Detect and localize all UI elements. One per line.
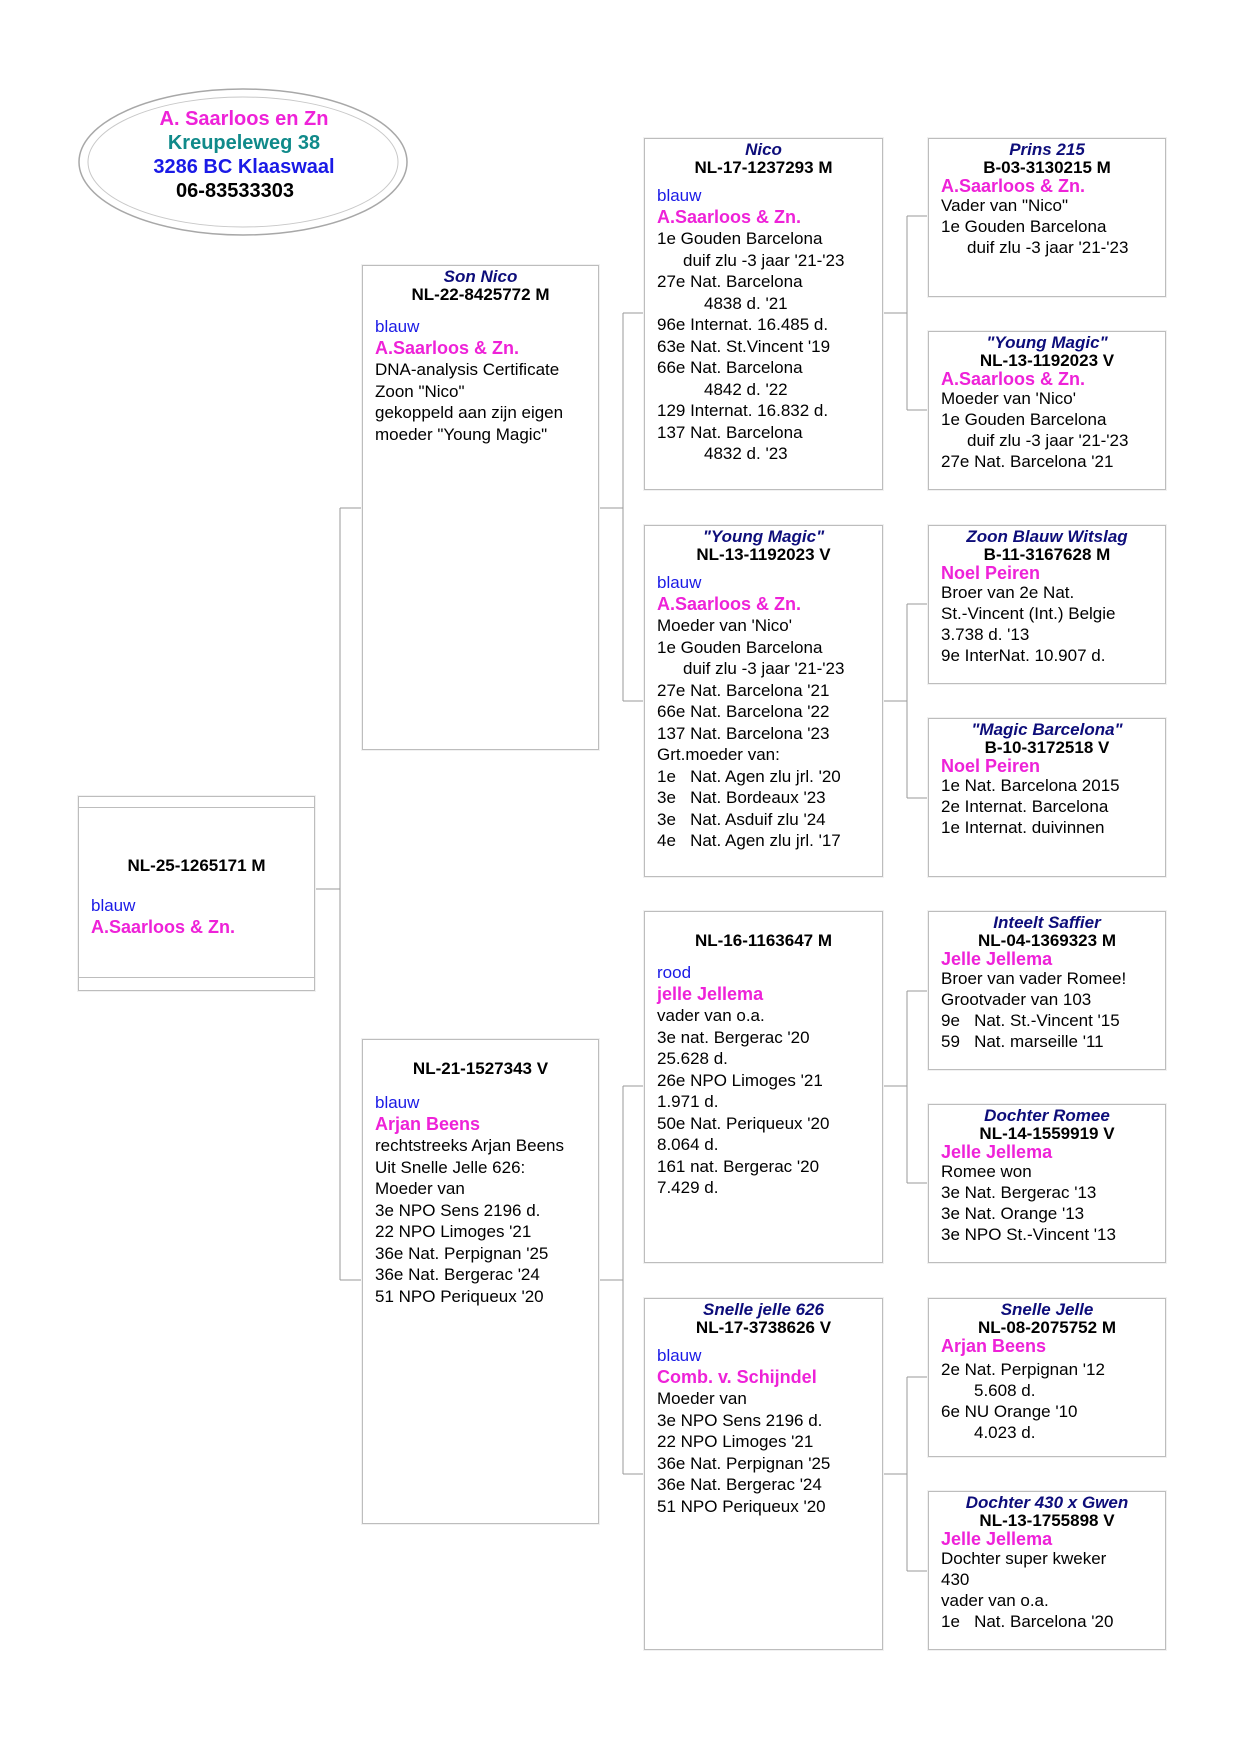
ds-dam-note: 3e NPO St.-Vincent '13 [941,1225,1116,1244]
sire-sire-note: 4838 d. '21 [704,293,788,313]
sire-sire-note: 96e Internat. 16.485 d. [657,315,829,334]
dam-dam-note: 22 NPO Limoges '21 [657,1432,814,1451]
dam-dam-note: 36e Nat. Perpignan '25 [657,1453,831,1473]
sire-dam-ring: NL-13-1192023 V [696,545,831,564]
dam-note: Uit Snelle Jelle 626: [375,1157,526,1177]
ss-sire-card [928,138,1166,297]
sire-dam-note: duif zlu -3 jaar '21-'23 [683,659,845,678]
ss-dam-ring: NL-13-1192023 V [979,351,1115,370]
dam-dam-breeder: Comb. v. Schijndel [657,1366,817,1387]
dam-sire-note: 25.628 d. [657,1049,728,1068]
ds-dam-note: 3e Nat. Orange '13 [941,1204,1085,1223]
dam-sire-color: rood [657,963,692,982]
sd-dam-note: 1e Internat. duivinnen [941,818,1105,837]
dd-sire-note: 2e Nat. Perpignan '12 [941,1360,1105,1379]
dam-note: 36e Nat. Bergerac '24 [375,1265,540,1284]
dd-sire-card [928,1298,1166,1457]
sd-dam-name: "Magic Barcelona" [971,720,1123,739]
sire-dam-name: "Young Magic" [702,527,825,546]
sire-dam-note: 137 Nat. Barcelona '23 [657,723,830,743]
loft-phone: 06-83533303 [176,180,294,202]
dam-sire-ring: NL-16-1163647 M [694,931,833,950]
dd-sire-name: Snelle Jelle [1000,1300,1094,1319]
dam-sire-note: 7.429 d. [657,1178,719,1197]
sd-sire-card [928,525,1166,684]
sire-sire-ring: NL-17-1237293 M [694,158,833,177]
ss-sire-note: Vader van "Nico" [941,196,1069,215]
sire-ring: NL-22-8425772 M [411,285,550,304]
dam-note: 51 NPO Periqueux '20 [375,1286,544,1306]
dam-breeder: Arjan Beens [375,1113,481,1134]
ds-sire-breeder: Jelle Jellema [941,949,1053,969]
dd-dam-note: 430 [941,1570,970,1589]
subject-ring: NL-25-1265171 M [127,856,266,875]
dam-dam-note: 51 NPO Periqueux '20 [657,1496,826,1516]
loft-street: Kreupeleweg 38 [167,132,321,154]
dam-sire-note: 50e Nat. Periqueux '20 [657,1113,830,1133]
dd-sire-note: 5.608 d. [974,1381,1036,1400]
ss-dam-card [928,331,1166,490]
dam-dam-note: 36e Nat. Bergerac '24 [657,1475,822,1494]
ds-dam-breeder: Jelle Jellema [941,1142,1053,1162]
sire-sire-note: 66e Nat. Barcelona [657,358,803,377]
sd-dam-card [928,718,1166,877]
sire-note: gekoppeld aan zijn eigen [375,403,564,422]
dam-note: rechtstreeks Arjan Beens [375,1136,564,1155]
dam-note: 22 NPO Limoges '21 [375,1222,532,1241]
sd-sire-ring: B-11-3167628 M [983,545,1111,564]
ds-dam-note: Romee won [941,1162,1032,1181]
dam-sire-note: 1.971 d. [657,1092,719,1111]
dam-note: Moeder van [375,1179,465,1198]
sd-dam-note: 2e Internat. Barcelona [941,797,1109,816]
ss-sire-note: 1e Gouden Barcelona [941,217,1107,236]
dam-sire-note: vader van o.a. [657,1006,765,1025]
dam-sire-card [644,911,883,1263]
sd-sire-name: Zoon Blauw Witslag [966,527,1128,546]
dam-dam-ring: NL-17-3738626 V [695,1318,832,1337]
sd-sire-note: St.-Vincent (Int.) Belgie [941,604,1116,623]
loft-city: 3286 BC Klaaswaal [153,156,335,178]
dd-dam-breeder: Jelle Jellema [941,1529,1053,1549]
ss-dam-name: "Young Magic" [986,333,1108,352]
ds-sire-name: Inteelt Saffier [993,913,1101,932]
ds-dam-card [928,1104,1166,1263]
ss-sire-breeder: A.Saarloos & Zn. [941,176,1086,196]
sire-sire-note: duif zlu -3 jaar '21-'23 [683,250,845,270]
sire-sire-color: blauw [657,186,702,205]
dam-sire-note: 161 nat. Bergerac '20 [657,1156,820,1176]
sire-dam-breeder: A.Saarloos & Zn. [657,593,802,614]
sire-sire-note: 63e Nat. St.Vincent '19 [657,336,831,356]
sire-breeder: A.Saarloos & Zn. [375,337,520,358]
sire-dam-note: 1e Gouden Barcelona [657,637,823,657]
dam-sire-breeder: jelle Jellema [657,983,764,1004]
ds-dam-note: 3e Nat. Bergerac '13 [941,1183,1097,1202]
dd-dam-ring: NL-13-1755898 V [979,1511,1115,1530]
loft-name: A. Saarloos en Zn [159,108,329,130]
dd-dam-note: 1e Nat. Barcelona '20 [941,1612,1114,1631]
sd-dam-breeder: Noel Peiren [941,756,1041,776]
sire-sire-card [644,138,883,490]
ds-dam-name: Dochter Romee [984,1106,1110,1125]
sire-dam-note: Moeder van 'Nico' [657,616,792,635]
sd-sire-breeder: Noel Peiren [941,563,1041,583]
sire-note: DNA-analysis Certificate [375,360,560,379]
dam-dam-note: Moeder van [657,1389,747,1408]
sire-color: blauw [375,317,420,336]
sire-sire-note: 27e Nat. Barcelona [657,272,803,291]
dd-dam-card [928,1491,1166,1650]
sire-sire-note: 137 Nat. Barcelona [657,422,803,442]
dam-sire-note: 8.064 d. [657,1135,719,1154]
ss-dam-note: Moeder van 'Nico' [941,389,1076,408]
subject-card [78,796,315,991]
sire-sire-note: 129 Internat. 16.832 d. [657,401,829,420]
dam-dam-note: 3e NPO Sens 2196 d. [657,1410,823,1430]
sire-note: Zoon "Nico" [375,381,465,401]
dam-card [362,1039,599,1524]
ss-sire-ring: B-03-3130215 M [983,158,1111,177]
ds-sire-note: Grootvader van 103 [941,990,1092,1009]
sire-card [362,265,599,750]
dam-sire-note: 3e nat. Bergerac '20 [657,1027,810,1047]
ds-sire-note: 59 Nat. marseille '11 [941,1032,1104,1051]
sire-dam-note: 3e Nat. Bordeaux '23 [657,788,826,807]
sire-sire-breeder: A.Saarloos & Zn. [657,206,802,227]
ss-dam-note: duif zlu -3 jaar '21-'23 [967,431,1129,450]
dam-ring: NL-21-1527343 V [412,1059,549,1078]
sire-sire-note: 4832 d. '23 [704,444,788,463]
sire-dam-note: 27e Nat. Barcelona '21 [657,680,830,700]
ds-sire-note: Broer van vader Romee! [941,969,1127,988]
dam-note: 3e NPO Sens 2196 d. [375,1200,541,1220]
dd-dam-note: Dochter super kweker [941,1549,1107,1568]
sire-dam-card [644,525,883,877]
dd-sire-ring: NL-08-2075752 M [978,1318,1116,1337]
ds-dam-ring: NL-14-1559919 V [979,1124,1115,1143]
sire-dam-note: 66e Nat. Barcelona '22 [657,702,830,721]
sd-sire-note: 3.738 d. '13 [941,625,1030,644]
ss-dam-breeder: A.Saarloos & Zn. [941,369,1086,389]
ss-dam-note: 1e Gouden Barcelona [941,410,1107,429]
ds-sire-note: 9e Nat. St.-Vincent '15 [941,1011,1120,1030]
sd-sire-note: Broer van 2e Nat. [941,583,1075,602]
dd-dam-name: Dochter 430 x Gwen [965,1493,1129,1512]
sire-dam-color: blauw [657,573,702,592]
sire-sire-name: Nico [745,140,782,159]
subject-color: blauw [91,896,136,915]
subject-breeder: A.Saarloos & Zn. [91,916,236,937]
sire-dam-note: Grt.moeder van: [657,745,780,764]
dd-sire-note: 4.023 d. [974,1423,1036,1442]
sd-dam-ring: B-10-3172518 V [984,738,1110,757]
breeder-address [120,107,368,203]
sire-note: moeder "Young Magic" [375,424,548,444]
dam-sire-note: 26e NPO Limoges '21 [657,1070,823,1090]
ss-sire-note: duif zlu -3 jaar '21-'23 [967,238,1129,257]
sire-name: Son Nico [443,267,518,286]
dam-dam-color: blauw [657,1346,702,1365]
dam-dam-name: Snelle jelle 626 [703,1300,824,1319]
dd-sire-breeder: Arjan Beens [941,1336,1047,1356]
sire-dam-note: 3e Nat. Asduif zlu '24 [657,809,826,829]
dam-color: blauw [375,1093,420,1112]
sd-dam-note: 1e Nat. Barcelona 2015 [941,776,1120,795]
sire-sire-note: 4842 d. '22 [704,379,788,399]
dd-sire-note: 6e NU Orange '10 [941,1402,1078,1421]
dam-dam-card [644,1298,883,1650]
ss-dam-note: 27e Nat. Barcelona '21 [941,452,1114,471]
sd-sire-note: 9e InterNat. 10.907 d. [941,646,1106,665]
sire-sire-note: 1e Gouden Barcelona [657,229,823,248]
dd-dam-note: vader van o.a. [941,1591,1049,1610]
sire-dam-note: 1e Nat. Agen zlu jrl. '20 [657,766,841,786]
ds-sire-ring: NL-04-1369323 M [978,931,1116,950]
dam-note: 36e Nat. Perpignan '25 [375,1243,549,1263]
sire-dam-note: 4e Nat. Agen zlu jrl. '17 [657,831,841,850]
ds-sire-card [928,911,1166,1070]
ss-sire-name: Prins 215 [1009,140,1085,159]
